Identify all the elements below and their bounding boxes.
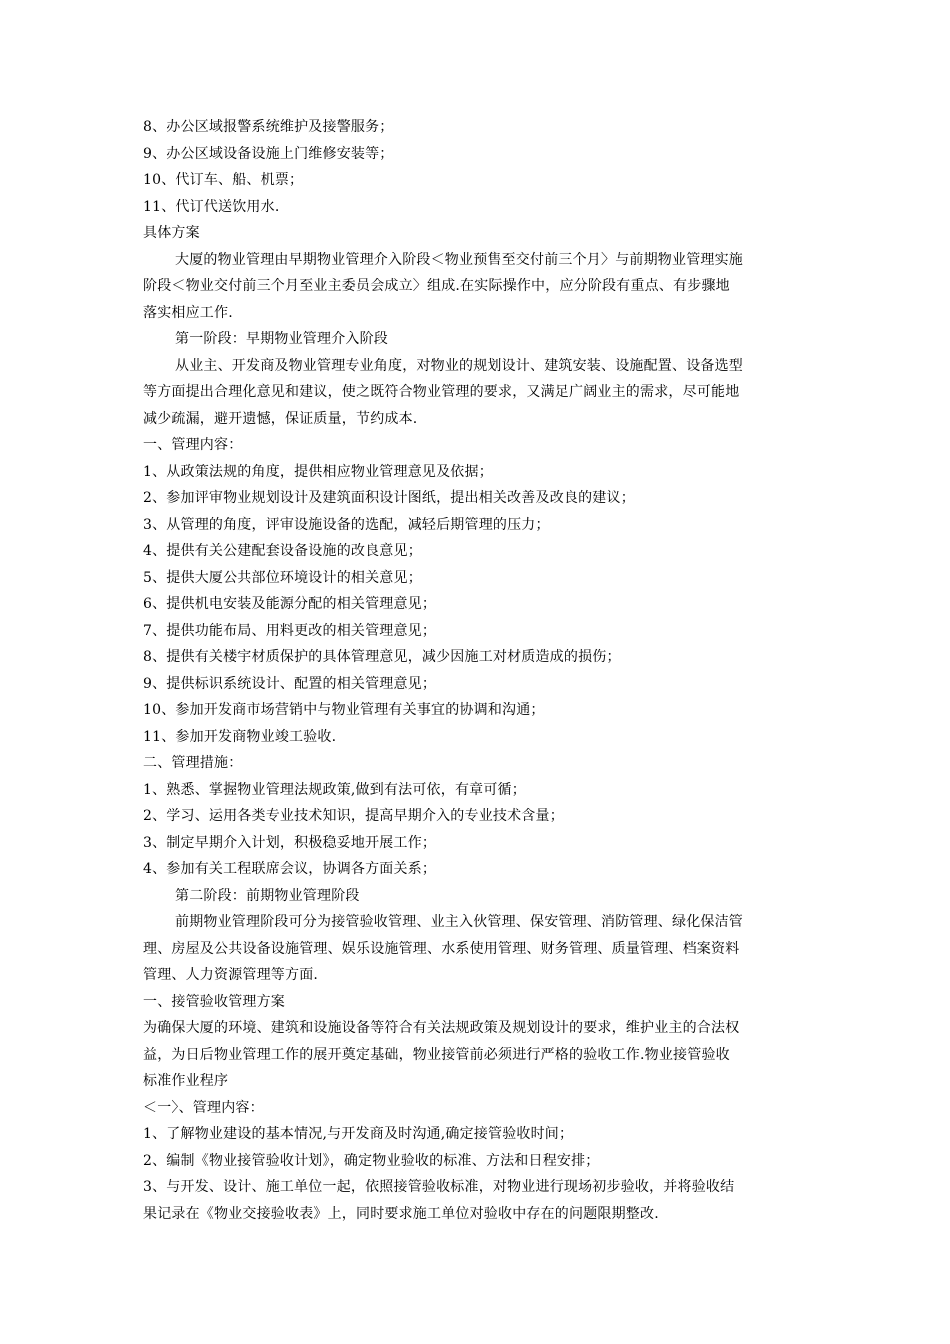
text-line: 8、提供有关楼宇材质保护的具体管理意见，减少因施工对材质造成的损伤； (143, 649, 621, 665)
text-line: 大厦的物业管理由早期物业管理介入阶段＜物业预售至交付前三个月〉与前期物业管理实施 (175, 251, 743, 268)
text-line: 3、从管理的角度，评审设施设备的选配，减轻后期管理的压力； (143, 516, 550, 533)
text-line: 3、制定早期介入计划，积极稳妥地开展工作； (143, 834, 437, 851)
text-line: 1、了解物业建设的基本情况,与开发商及时沟通,确定接管验收时间； (143, 1126, 574, 1142)
text-line: 二、管理措施： (143, 755, 243, 771)
text-line: 减少疏漏，避开遗憾，保证质量，节约成本. (143, 410, 418, 427)
text-line: 具体方案 (143, 225, 200, 241)
text-line: 2、编制《物业接管验收计划》，确定物业验收的标准、方法和日程安排； (143, 1152, 600, 1169)
text-line: 阶段＜物业交付前三个月至业主委员会成立〉组成.在实际操作中，应分阶段有重点、有步骤地 (143, 278, 730, 294)
text-line: 从业主、开发商及物业管理专业角度，对物业的规划设计、建筑安装、设施配置、设备选型 (175, 357, 743, 374)
text-line: 等方面提出合理化意见和建议，使之既符合物业管理的要求，又满足广阔业主的需求，尽可能地 (143, 384, 740, 400)
text-line: 3、与开发、设计、施工单位一起，依照接管验收标准，对物业进行现场初步验收，并将验收结 (143, 1179, 735, 1195)
text-line: 9、提供标识系统设计、配置的相关管理意见； (143, 675, 437, 692)
text-line: 第一阶段：早期物业管理介入阶段 (175, 331, 388, 347)
text-line: 1、从政策法规的角度，提供相应物业管理意见及依据； (143, 463, 493, 480)
text-line: 11、代订代送饮用水. (143, 198, 280, 215)
text-line: 2、参加评审物业规划设计及建筑面积设计图纸，提出相关改善及改良的建议； (143, 490, 635, 506)
text-line: 10、代订车、船、机票； (143, 172, 304, 188)
text-line: ＜一〉、管理内容： (143, 1099, 264, 1116)
text-line: 管理、人力资源管理等方面. (143, 967, 319, 983)
text-line: 一、管理内容： (143, 437, 243, 453)
text-line: 理、房屋及公共设备设施管理、娱乐设施管理、水系使用管理、财务管理、质量管理、档案资料 (143, 940, 740, 957)
text-line: 4、参加有关工程联席会议，协调各方面关系； (143, 861, 437, 877)
text-line: 落实相应工作. (143, 304, 233, 321)
text-line: 2、学习、运用各类专业技术知识，提高早期介入的专业技术含量； (143, 808, 564, 824)
text-line: 7、提供功能布局、用料更改的相关管理意见； (143, 622, 437, 639)
text-line: 前期物业管理阶段可分为接管验收管理、业主入伙管理、保安管理、消防管理、绿化保洁管 (175, 914, 743, 930)
text-line: 4、提供有关公建配套设备设施的改良意见； (143, 543, 422, 559)
text-line: 益，为日后物业管理工作的展开奠定基础，物业接管前必须进行严格的验收工作.物业接管验收 (143, 1046, 730, 1063)
text-line: 第二阶段：前期物业管理阶段 (175, 887, 360, 904)
text-line: 6、提供机电安装及能源分配的相关管理意见； (143, 596, 437, 612)
text-line: 10、参加开发商市场营销中与物业管理有关事宜的协调和沟通； (143, 702, 545, 718)
text-line: 5、提供大厦公共部位环境设计的相关意见； (143, 569, 422, 586)
document-body (143, 114, 823, 1227)
text-line: 果记录在《物业交接验收表》上，同时要求施工单位对验收中存在的问题限期整改. (143, 1205, 659, 1222)
text-line: 为确保大厦的环境、建筑和设施设备等符合有关法规政策及规划设计的要求，维护业主的合法权 (143, 1020, 740, 1036)
text-line: 标准作业程序 (143, 1073, 229, 1089)
text-line: 8、办公区域报警系统维护及接警服务； (143, 119, 394, 135)
text-line: 11、参加开发商物业竣工验收. (143, 728, 337, 745)
text-line: 1、熟悉、掌握物业管理法规政策,做到有法可依，有章可循； (143, 781, 526, 798)
text-line: 一、接管验收管理方案 (143, 993, 285, 1010)
text-line: 9、办公区域设备设施上门维修安装等； (143, 145, 394, 162)
